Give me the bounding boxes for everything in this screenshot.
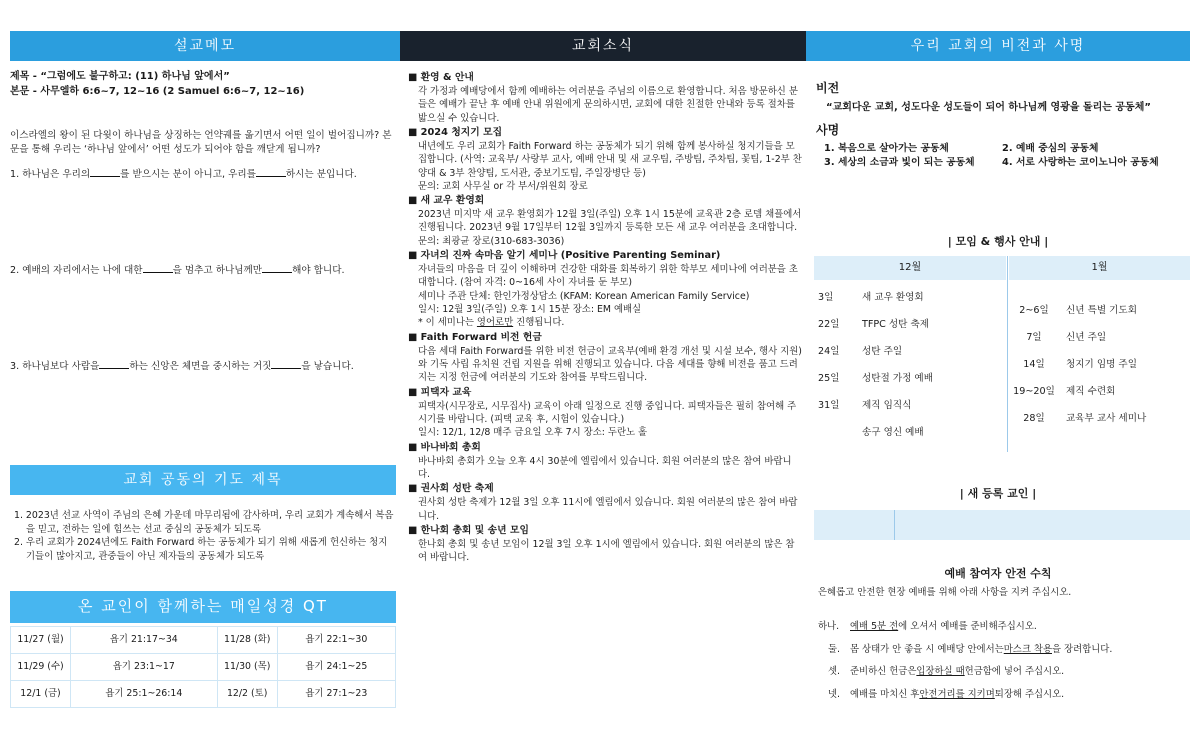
sermon-title: 제목 - “그럼에도 불구하고: (11) 하나님 앞에서” [10,71,230,82]
qt-table [10,626,396,708]
news-heading: ■ 새 교우 환영회 [408,195,485,207]
events-month-jan: 1월 [1009,256,1190,280]
list-item: 하나. 예배 5분 전 에 오셔서 예배를 준비해주십시오. [818,621,1037,632]
safety-title: 예배 참여자 안전 수칙 [944,567,1052,580]
table-row: 11/29 (수) 욥기 23:1~17 11/30 (목) 욥기 24:1~25 [11,654,396,681]
blank-line [143,264,173,273]
prayer-list [14,509,394,564]
list-item: 셋. 준비하신 헌금은 입장하실 때 헌금함에 넣어 주십시오. [827,666,1065,677]
sermon-question-1: 1. 하나님은 우리의 를 받으시는 분이 아니고, 우리를 하시는 분입니다. [10,169,357,180]
list-item: 넷. 예배를 마치신 후 안전거리를 지키며 퇴장해 주십시오. [827,688,1065,700]
sermon-question-2: 2. 예배의 자리에서는 나에 대한 을 멈추고 하나님께만 해야 합니다. [10,265,345,276]
prayer-header: 교회 공동의 기도 제목 [10,465,396,495]
blank-line [99,360,129,369]
sermon-header: 설교메모 [10,31,400,61]
safety-intro: 은혜롭고 안전한 현장 예배를 위해 아래 사항을 지켜 주십시오. [818,587,1072,598]
events-dec-list [818,284,1004,446]
list-item: 25일 성탄절 가정 예배 [818,372,933,384]
mission-label: 사명 [816,122,840,137]
vision-label: 비전 [816,81,840,95]
new-members-box [814,510,1190,540]
sermon-question-3: 3. 하나님보다 사람을 하는 신앙은 체면을 중시하는 거짓 을 낳습니다. [10,361,354,372]
list-item: 3일 새 교우 환영회 [818,291,924,303]
news-heading: ■ 바나바회 총회 [408,441,481,453]
news-heading: ■ Faith Forward 비전 헌금 [408,331,542,343]
news-heading: ■ 환영 & 안내 [408,72,474,83]
prayer-item: 1. 2023년 선교 사역이 주님의 은혜 가운데 마무리됨에 감사하며, 우리 교회가 계속해서 복음을 믿고, 전하는 일에 힘쓰는 선교 중심의 공동체가 되도록 [14,510,394,535]
list-item: 7일 신년 주일 [1026,331,1107,343]
blank-line [90,168,120,177]
church-news: ■ 환영 & 안내 각 가정과 예배당에서 함께 예배하는 여러분을 주님의 이름으로 환영합니다. 처음 방문하신 분들은 예배가 끝난 후 예배 안내 위원에게 문의하시면, 교회에 대한 친절한 안내와 등록 절차를 밟으실 수 있습니다. ■ 2024 청지기 모집 내년에도 우리 교회가 Faith Forward 하는 공동체가 되기 위해 함께 봉사하실 청지기들을 모집합니다. (사역: 교육부/ 사랑부 교사, 예배 안내 및 새 교우팀, 주방팀, 주차팀, 꽃팀, 1-2부 찬양대 & 3부 찬양팀, 도서관, 중보기도팀, 주일장병단 등) 문의: 교회 사무실 or 각 부서/위원회 장로 ■ 새 교우 환영회 2023년 미지막 새 교우 환영회가 12월 3일(주일) 오후 1시 15분에 교육관 2층 로뎀 채플에서 진행됩니다. 2023년 9월 17일부터 12월 3일까지 등록한 모든 새 교우 여러분을 초대합니다. 문의: 최광균 장로(310-683-3036) ■ 자녀의 진짜 속마음 알기 세미나 (Positive Parenting Seminar) 자녀들의 마음을 더 깊이 이해하며 건강한 대화를 회복하기 위한 학부모 세미나에 여러분을 초대합니다. (참여 자격: 0~16세 사이 자녀를 둔 부모) 세미나 주관 단체: 한인가정상담소 (KFAM: Korean American Family Service) 일시: 12월 3일(주일) 오후 1시 15분 장소: EM 예배실 * 이 세미나는 영어로만 진행됩니다. ■ Faith Forward 비전 헌금 다음 세대 Faith Forward를 위한 비전 헌금이 교육부(예배 환경 개선 및 시설 보수, 행사 지원)와 기독 사립 유치원 건립 지원을 위해 진행되고 있습니다. 다음 세대를 향해 비전을 품고 드려지는 지정 헌금에 여러분의 기도와 참여를 부탁드립니다. ■ 피택자 교육 피택자(시무장로, 시무집사) 교육이 아래 일정으로 진행 중입니다. 피택자들은 필히 참여해 주시기를 바랍니다. (피택 교육 후, 시험이 있습니다.) 일시: 12/1, 12/8 매주 금요일 오후 7시 장소: 두란노 홀 ■ 바나바회 총회 바나바회 총회가 오늘 오후 4시 30분에 엘림에서 있습니다. 회원 여러분의 많은 참여 바랍니다. ■ 권사회 성탄 축제 권사회 성탄 축제가 12월 3일 오후 11시에 엘림에서 있습니다. 회원 여러분의 많은 참여 바랍니다. ■ 한나회 총회 및 송년 모임 한나회 총회 및 송년 모임이 12월 3일 오후 1시에 엘림에서 있습니다. 회원 여러분의 많은 참여 바랍니다. [408,72,802,564]
events-title: | 모임 & 행사 안내 | [947,235,1049,248]
vision-header: 우리 교회의 비전과 사명 [806,31,1190,61]
blank-line [271,360,301,369]
list-item: 31일 제직 임직식 [818,399,912,411]
news-heading: ■ 자녀의 진짜 속마음 알기 세미나 (Positive Parenting Seminar) [408,250,721,262]
vision-statement: “교회다운 교회, 성도다운 성도들이 되어 하나님께 영광을 돌리는 공동체” [826,102,1151,114]
list-item: 2~6일 신년 특별 기도회 [1019,304,1137,316]
sermon-intro: 이스라엘의 왕이 된 다윗이 하나님을 상징하는 언약궤를 옮기면서 어떤 일이 벌어집니까? 본문을 통해 우리는 ‘하나님 앞에서’ 어떤 성도가 되어야 함을 깨닫게 됩니까? [10,130,392,155]
list-item: 둘. 몸 상태가 안 좋을 시 예배당 안에서는 마스크 착용 을 장려합니다. [827,643,1113,655]
list-item: 24일 성탄 주일 [818,345,903,357]
blank-line [262,264,292,273]
sermon-text: 본문 - 사무엘하 6:6~7, 12~16 (2 Samuel 6:6~7, 12~16) [10,85,305,97]
prayer-item: 2. 우리 교회가 2024년에도 Faith Forward 하는 공동체가 되기 위해 새롭게 헌신하는 청지기들이 많아지고, 관중들이 아닌 제자들의 공동체가 되도록 [14,537,388,562]
safety-list [818,620,1188,710]
news-heading: ■ 권사회 성탄 축제 [408,483,494,495]
news-heading: ■ 피택자 교육 [408,386,472,398]
mission-list: 1. 복음으로 살아가는 공동체 2. 예배 중심의 공동체 3. 세상의 소금과 빛이 되는 공동체 4. 서로 사랑하는 코이노니아 공동체 [824,143,1159,169]
list-item: 송구 영신 예배 [862,426,924,438]
divider [894,510,895,540]
list-item: 28일 교육부 교사 세미나 [1023,412,1147,424]
news-heading: ■ 한나회 총회 및 송년 모임 [408,524,529,536]
qt-header: 온 교인이 함께하는 매일성경 QT [10,591,396,623]
list-item: 14일 청지기 임명 주일 [1023,358,1137,370]
blank-line [256,168,286,177]
list-item: 19~20일 제직 수련회 [1013,385,1116,397]
list-item: 22일 TFPC 성탄 축제 [818,318,930,330]
vision-mission [816,80,1186,171]
events-month-dec: 12월 [814,256,1006,280]
new-members-title: | 새 등록 교인 | [959,487,1037,500]
news-header: 교회소식 [400,31,806,61]
table-row: 12/1 (금) 욥기 25:1~26:14 12/2 (토) 욥기 27:1~23 [11,681,396,708]
table-row: 11/27 (월) 욥기 21:17~34 11/28 (화) 욥기 22:1~30 [11,627,396,654]
events-jan-list [1008,297,1190,432]
news-heading: ■ 2024 청지기 모집 [408,126,503,138]
sermon-memo [10,70,396,157]
